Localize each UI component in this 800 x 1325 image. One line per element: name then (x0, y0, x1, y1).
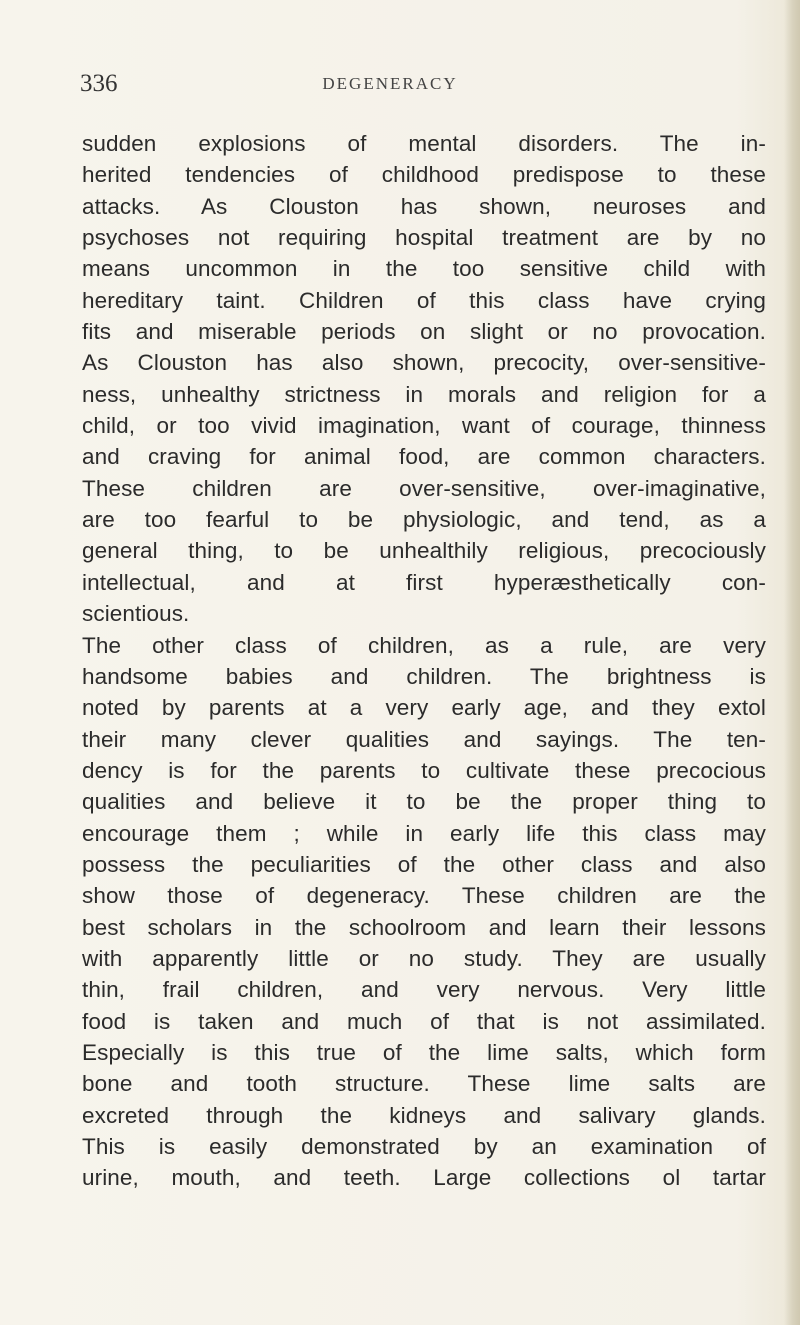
text-line: best scholars in the schoolroom and learn their lessons (82, 914, 766, 940)
text-line: child, or too vivid imagination, want of courage, thinness (82, 413, 766, 439)
text-line: hereditary taint. Children of this class have crying (82, 287, 766, 313)
page-edge-shadow (784, 0, 800, 1325)
text-line: bone and tooth structure. These lime salts are (82, 1071, 766, 1097)
text-line: and craving for animal food, are common characters. (82, 444, 766, 470)
text-line: noted by parents at a very early age, and they extol (82, 695, 766, 721)
text-line: qualities and believe it to be the proper thing to (82, 789, 766, 815)
text-line: Especially is this true of the lime salts, which form (82, 1039, 766, 1065)
text-line: urine, mouth, and teeth. Large collections ol tartar (82, 1165, 766, 1191)
text-line: These children are over-sensitive, over-imaginative, (82, 475, 766, 501)
text-line: general thing, to be unhealthily religious, precociously (82, 538, 766, 564)
text-line: their many clever qualities and sayings. The ten- (82, 726, 766, 752)
running-head: DEGENERACY (322, 74, 458, 93)
text-line: food is taken and much of that is not assimilated. (82, 1008, 766, 1034)
text-line: possess the peculiarities of the other class and also (82, 851, 766, 877)
text-line: herited tendencies of childhood predispose to these (82, 162, 766, 188)
text-line: show those of degeneracy. These children are the (82, 883, 766, 909)
text-line: The other class of children, as a rule, are very (82, 632, 766, 658)
body-text (82, 128, 766, 1194)
text-line: excreted through the kidneys and salivary glands. (82, 1102, 766, 1128)
text-line: fits and miserable periods on slight or no provocation. (82, 319, 766, 345)
text-line: This is easily demonstrated by an examination of (82, 1134, 766, 1159)
text-line: attacks. As Clouston has shown, neuroses and (82, 193, 766, 219)
text-line: dency is for the parents to cultivate these precocious (82, 757, 766, 783)
page-header (80, 70, 700, 106)
text-line: thin, frail children, and very nervous. Very little (82, 977, 766, 1003)
text-line: psychoses not requiring hospital treatment are by no (82, 225, 766, 251)
text-line: scientious. (82, 601, 190, 627)
text-line: with apparently little or no study. They are usually (82, 945, 766, 971)
text-line: ness, unhealthy strictness in morals and religion for a (82, 381, 766, 407)
page-number: 336 (80, 70, 118, 97)
text-line: means uncommon in the too sensitive child with (82, 256, 766, 282)
text-line: intellectual, and at first hyperæsthetically con- (82, 569, 766, 595)
text-line: encourage them ; while in early life this class may (82, 820, 766, 846)
text-line: are too fearful to be physiologic, and tend, as a (82, 507, 766, 533)
text-line: handsome babies and children. The brightness is (82, 663, 766, 689)
text-line: sudden explosions of mental disorders. The in- (82, 131, 766, 156)
text-line: As Clouston has also shown, precocity, over-sensitive- (82, 350, 766, 376)
